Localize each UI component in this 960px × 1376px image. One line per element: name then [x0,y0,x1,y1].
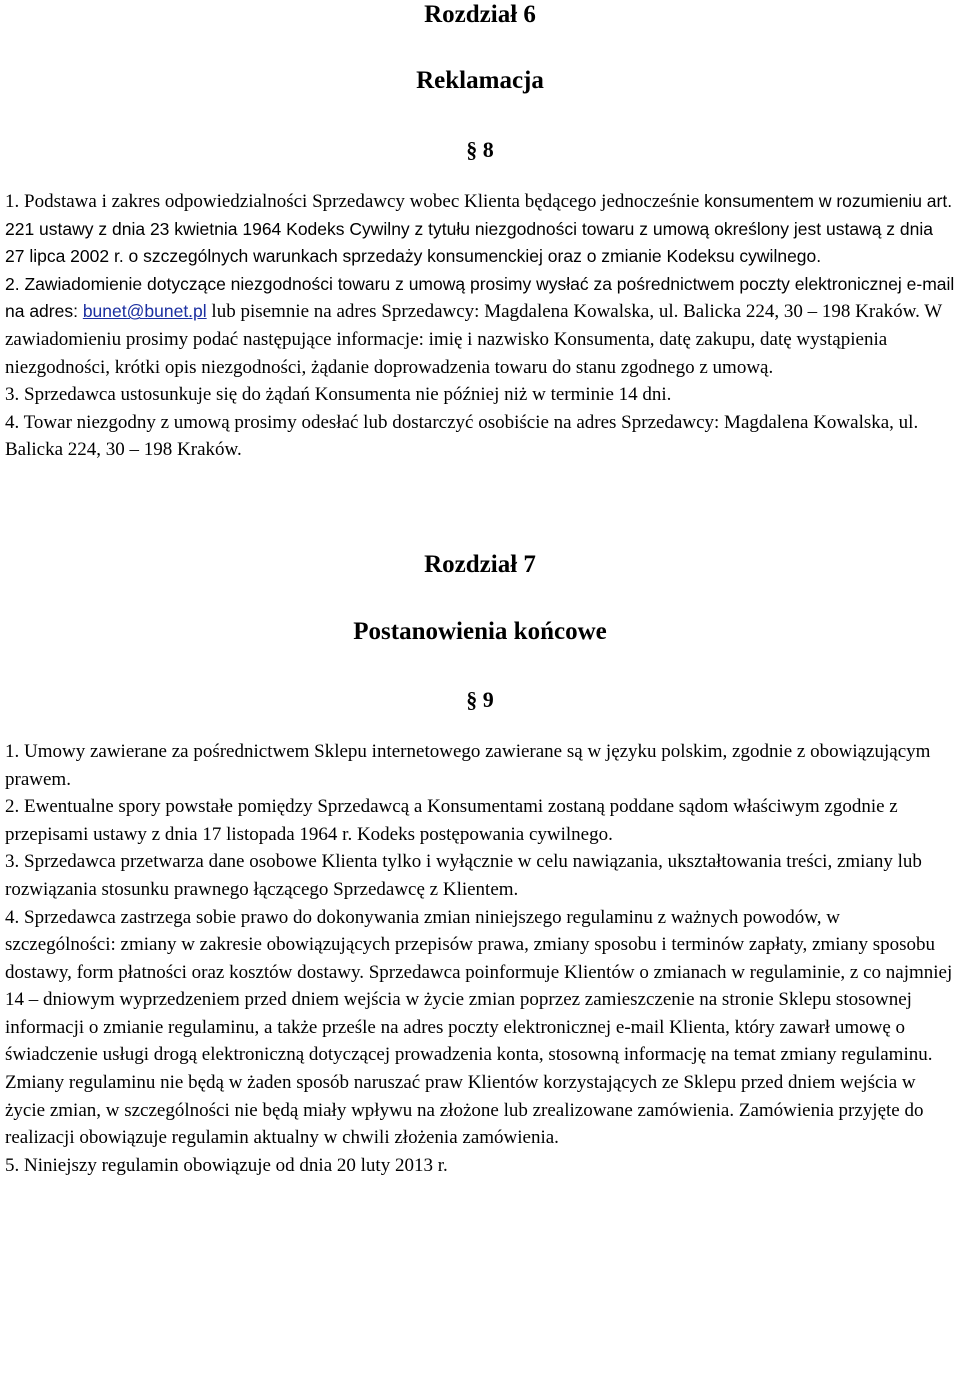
document-page [5,0,955,1179]
ch6-clause-2-part-b: lub pisemnie na adres Sprzedawcy: Magdalena Kowalska, ul. Balicka 224, 30 – 198 Kraków. W zawiadomieniu prosimy podać następujące informacje: imię i nazwisko Konsumenta, datę zakupu, datę wystąpienia niezgodności, krótki opis niezgodności, żądanie doprowadzenia towaru do stanu zgodnego z umową. [5,301,942,378]
ch7-clause-5: 5. Niniejszy regulamin obowiązuje od dnia 20 luty 2013 r. [5,1154,448,1176]
paragraph-8-mark: § 8 [466,137,494,162]
ch6-clause-2-part-a: 2. Zawiadomienie dotyczące niezgodności towaru z umową prosimy wysłać za pośrednictwem poczty elektronicznej e-mail na adres: [5,273,955,322]
ch6-clause-4: 4. Towar niezgodny z umową prosimy odesłać lub dostarczyć osobiście na adres Sprzedawcy: Magdalena Kowalska, ul. Balicka 224, 30 – 198 Kraków. [5,411,919,461]
chapter-6-body [5,188,955,464]
chapter-7-name: Postanowienia końcowe [353,617,607,645]
ch6-clause-1-part-b: konsumentem w rozumieniu art. 221 ustawy z dnia 23 kwietnia 1964 Kodeks Cywilny z tytułu niezgodności towaru z umową określony jest ustawą z dnia 27 lipca 2002 r. o szczególnych warunkach sprzedaży konsumenckiej oraz o zmianie Kodeksu cywilnego. [5,191,953,267]
chapter-6-title: Rozdział 6 [424,1,536,28]
ch7-clause-3: 3. Sprzedawca przetwarza dane osobowe Klienta tylko i wyłącznie w celu nawiązania, ukształtowania treści, zmiany lub rozwiązania stosunku prawnego łączącego Sprzedawcę z Klientem. [5,851,922,900]
chapter-7-title: Rozdział 7 [424,550,536,578]
paragraph-9-mark: § 9 [466,686,494,712]
email-link[interactable]: bunet@bunet.pl [82,301,207,322]
ch6-clause-1 [5,188,955,271]
chapter-6-name: Reklamacja [416,67,544,94]
ch6-clause-1-part-a: 1. Podstawa i zakres odpowiedzialności Sprzedawcy wobec Klienta będącego jednocześnie [5,191,700,212]
ch7-clause-1: 1. Umowy zawierane za pośrednictwem Sklepu internetowego zawierane są w języku polskim, zgodnie z obowiązującym prawem. [5,740,931,790]
ch7-clause-2: 2. Ewentualne spory powstałe pomiędzy Sprzedawcą a Konsumentami zostaną poddane sądom właściwym zgodnie z przepisami ustawy z dnia 17 listopada 1964 r. Kodeks postępowania cywilnego. [5,796,898,845]
chapter-7-body [5,738,955,1180]
ch7-clause-4: 4. Sprzedawca zastrzega sobie prawo do dokonywania zmian niniejszego regulaminu z ważnych powodów, w szczególności: zmiany w zakresie obowiązujących przepisów prawa, zmiany sposobu i terminów zapłaty, zmiany sposobu dostawy, form płatności oraz kosztów dostawy. Sprzedawca poinformuje Klientów o zmianach w regulaminie, z co najmniej 14 – dniowym wyprzedzeniem przed dniem wejścia w życie zmian poprzez zamieszczenie na stronie Sklepu stosownej informacji o zmianie regulaminu, a także prześle na adres poczty elektronicznej e-mail Klienta, który zawarł umowę o świadczenie usługi drogą elektroniczną dotyczącej prowadzenia konta, stosowną informację na temat zmiany regulaminu. Zmiany regulaminu nie będą w żaden sposób naruszać praw Klientów korzystających ze Sklepu przed dniem wejścia w życie zmian, w szczególności nie będą miały wpływu na złożone lub zrealizowane zamówienia. Zamówienia przyjęte do realizacji obowiązuje regulamin aktualny w chwili złożenia zamówienia. [5,906,953,1149]
ch6-clause-3: 3. Sprzedawca ustosunkuje się do żądań Konsumenta nie później niż w terminie 14 dni. [5,384,672,406]
ch6-clause-2 [5,271,955,381]
